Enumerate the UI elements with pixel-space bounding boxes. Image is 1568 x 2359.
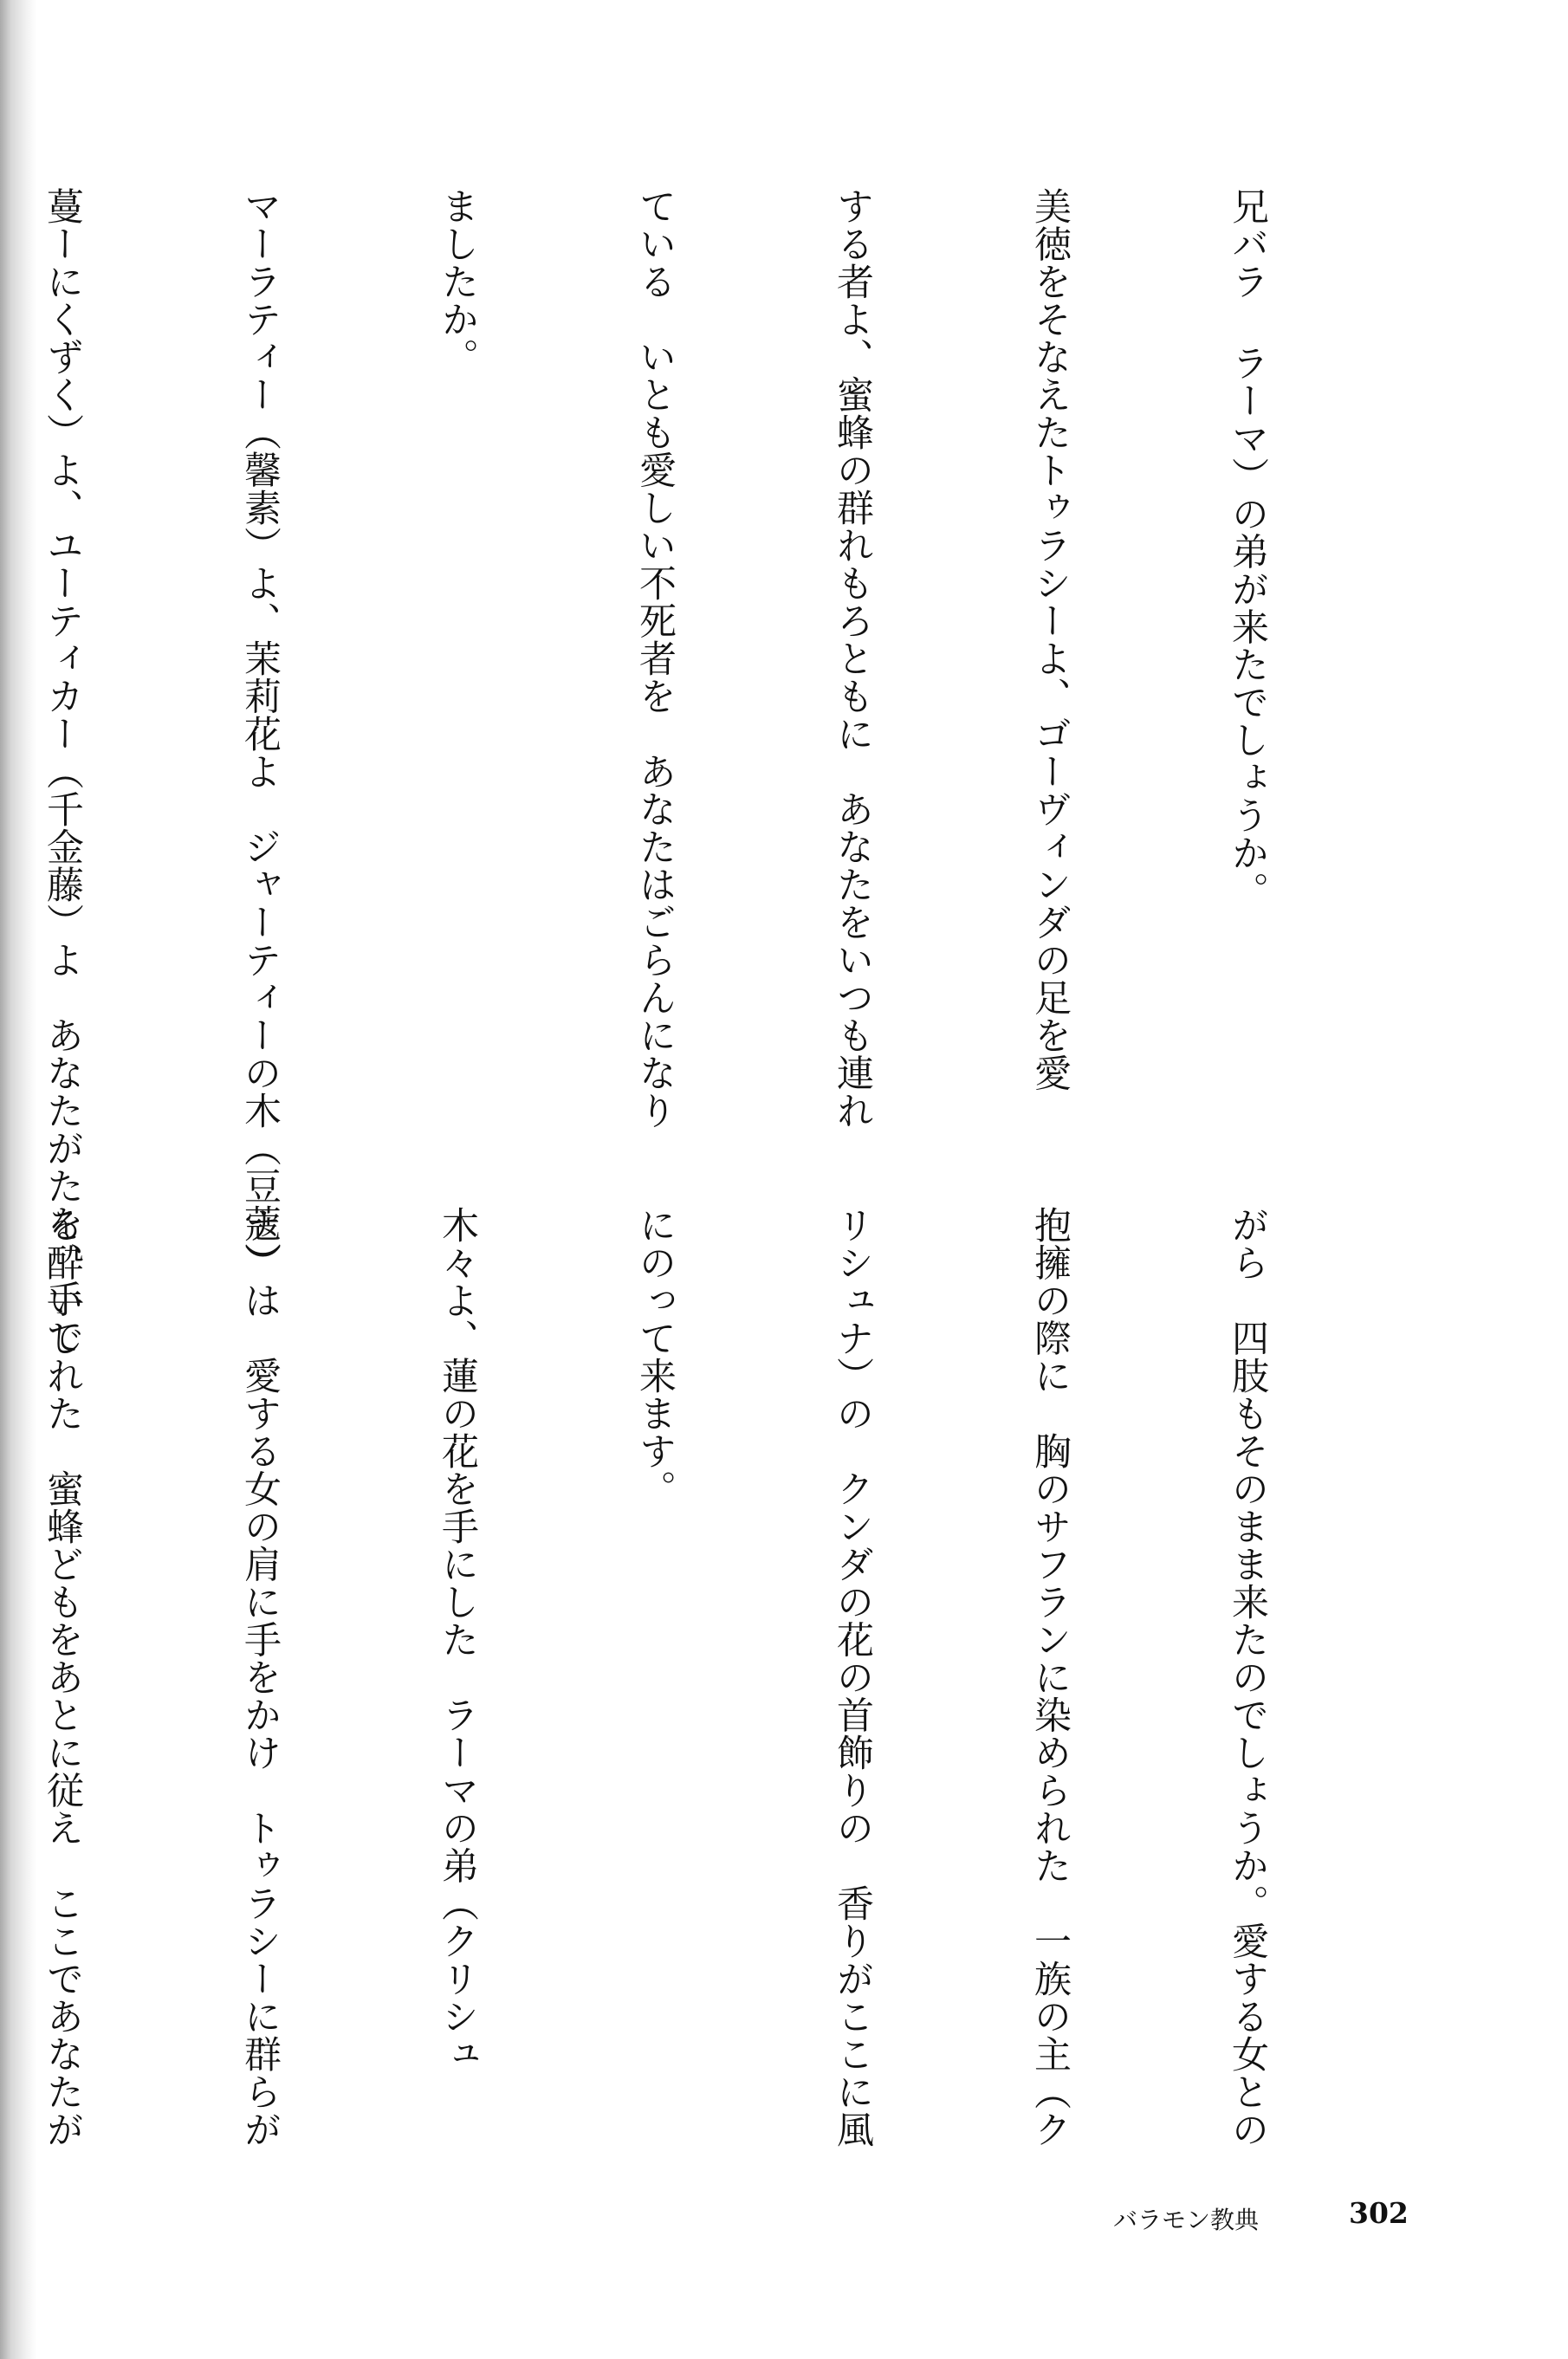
text-column: ましたか。: [436, 187, 479, 376]
page-footer: [1072, 2196, 1435, 2248]
text-column: 抱擁の際に 胸のサフランに染められた 一族の主（ク: [1028, 1206, 1072, 2148]
text-column: ナ）は 愛する女の肩に手をかけ トゥラシーに群らが: [238, 1206, 282, 2148]
bottom-text-block: [0, 1206, 1412, 2148]
book-title: バラモン教典: [1113, 2206, 1260, 2234]
text-column: ている いとも愛しい不死者を あなたはごらんになり: [633, 187, 677, 1130]
text-column: リシュナ）の クンダの花の首飾りの 香りがここに風: [831, 1206, 874, 2148]
text-column: マーラティー（馨素）よ、茉莉花よ ジャーティーの木（豆蔻）: [238, 187, 282, 1280]
text-column: 兄バラ ラーマ）の弟が来たでしょうか。: [1226, 187, 1269, 910]
text-column: る酔いしれた 蜜蜂どもをあとに従え ここであなたが: [41, 1206, 84, 2148]
text-column: がら 四肢もそのまま来たのでしょうか。愛する女との: [1226, 1206, 1269, 2148]
text-column: にのって来ます。: [633, 1206, 677, 1507]
text-column: する者よ、蜜蜂の群れもろともに あなたをいつも連れ: [831, 187, 874, 1130]
page-number: 302: [1349, 2196, 1409, 2230]
text-column: 美徳をそなえたトゥラシーよ、ゴーヴィンダの足を愛: [1028, 187, 1072, 1092]
text-column: 蔓ーにくずく）よ、ユーティカー（千金藤）よ あなたがたを、手で: [41, 187, 84, 1356]
text-column: 木々よ、蓮の花を手にした ラーマの弟（クリシュ: [436, 1206, 479, 2073]
top-text-block: [0, 187, 1412, 1356]
